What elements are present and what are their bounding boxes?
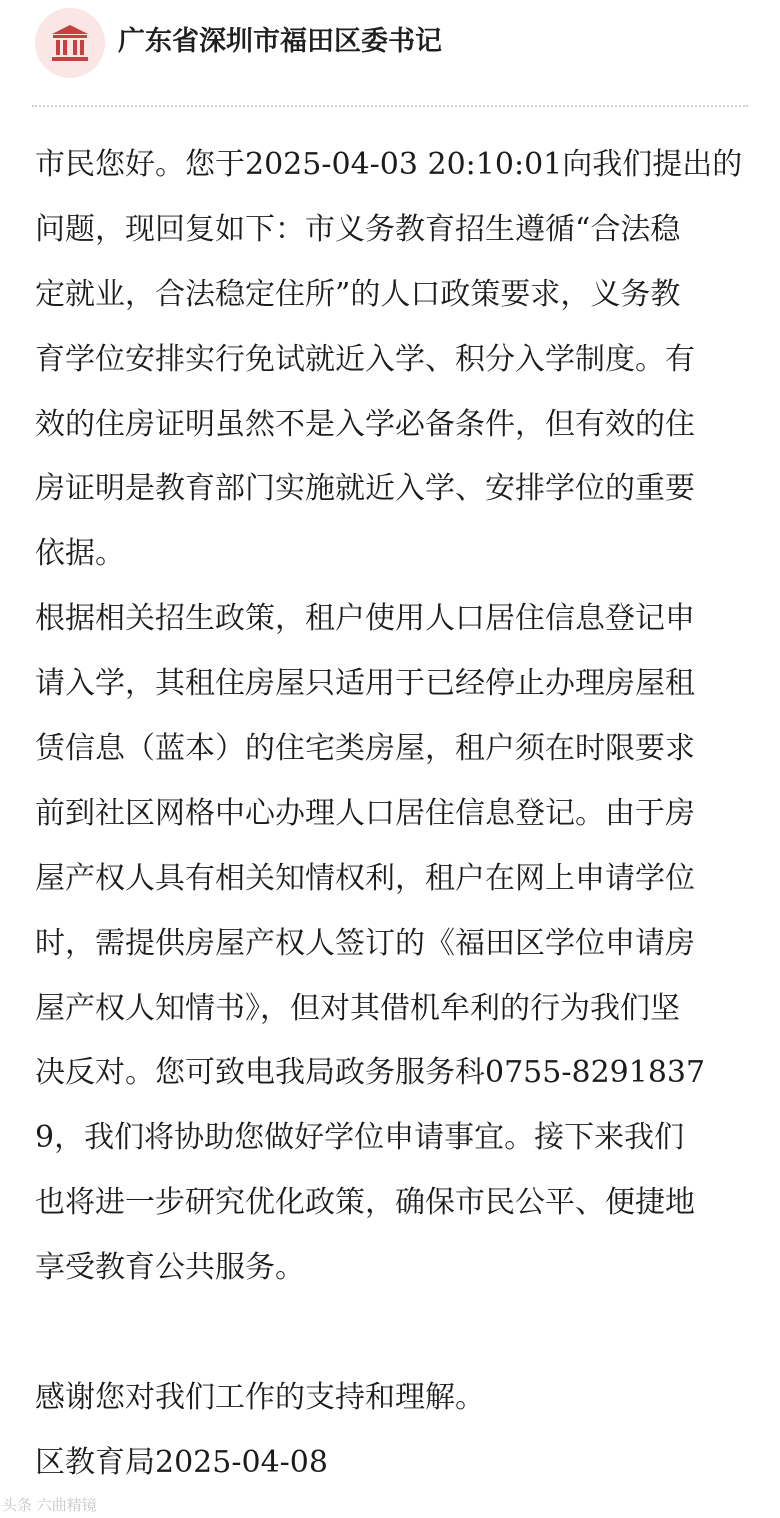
reply-line: 定就业，合法稳定住所”的人口政策要求，义务教 xyxy=(35,276,681,312)
reply-line: 屋产权人知情书》，但对其借机牟利的行为我们坚 xyxy=(35,990,680,1026)
avatar[interactable] xyxy=(35,8,105,78)
reply-line: 根据相关招生政策，租户使用人口居住信息登记申 xyxy=(35,601,695,637)
reply-line: 依据。 xyxy=(35,536,125,572)
sender-title[interactable]: 广东省深圳市福田区委书记 xyxy=(118,26,442,57)
reply-line: 赁信息（蓝本）的住宅类房屋，租户须在时限要求 xyxy=(35,731,695,767)
reply-line: 享受教育公共服务。 xyxy=(35,1250,305,1286)
reply-line: 决反对。您可致电我局政务服务科0755-8291837 xyxy=(35,1055,706,1091)
reply-line: 时，需提供房屋产权人签订的《福田区学位申请房 xyxy=(35,925,695,961)
signature-line: 区教育局2025-04-08 xyxy=(35,1444,328,1480)
reply-line: 前到社区网格中心办理人口居住信息登记。由于房 xyxy=(35,795,695,831)
reply-line: 请入学，其租住房屋只适用于已经停止办理房屋租 xyxy=(35,666,695,702)
reply-line: 屋产权人具有相关知情权利，租户在网上申请学位 xyxy=(35,860,695,896)
reply-line: 9，我们将协助您做好学位申请事宜。接下来我们 xyxy=(35,1120,685,1156)
government-building-icon xyxy=(49,22,91,64)
reply-line: 也将进一步研究优化政策，确保市民公平、便捷地 xyxy=(35,1185,695,1221)
closing-line: 感谢您对我们工作的支持和理解。 xyxy=(35,1379,485,1415)
reply-line: 问题，现回复如下：市义务教育招生遵循“合法稳 xyxy=(35,211,681,247)
reply-line: 房证明是教育部门实施就近入学、安排学位的重要 xyxy=(35,471,695,507)
watermark: 头条 六曲精镜 xyxy=(2,1496,97,1514)
reply-line: 育学位安排实行免试就近入学、积分入学制度。有 xyxy=(35,341,695,377)
reply-line: 效的住房证明虽然不是入学必备条件，但有效的住 xyxy=(35,406,695,442)
divider xyxy=(32,105,748,107)
blank-line xyxy=(35,1301,741,1366)
reply-line: 市民您好。您于2025-04-03 20:10:01向我们提出的 xyxy=(35,147,743,182)
message-header xyxy=(0,0,780,100)
reply-body xyxy=(35,133,741,1496)
